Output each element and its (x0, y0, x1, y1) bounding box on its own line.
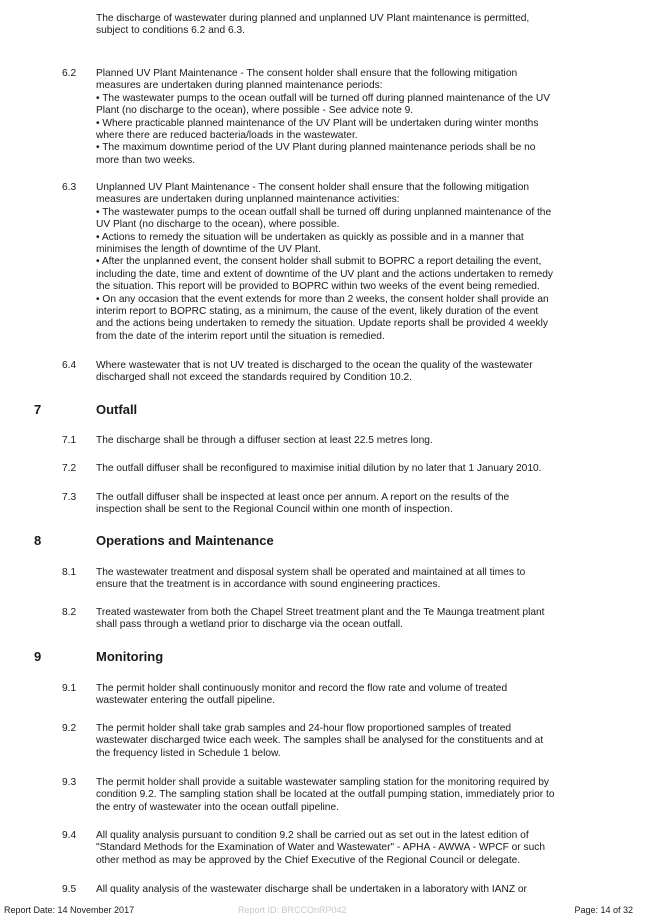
section-number: 9 (34, 649, 42, 664)
text-line: the entry of wastewater into the ocean outfall pipeline. (96, 801, 339, 813)
text-line: Plant (no discharge to the ocean), where possible - See advice note 9. (96, 105, 414, 117)
text-line: • The maximum downtime period of the UV Plant during planned maintenance periods shall be no (96, 142, 536, 154)
text-line: All quality analysis pursuant to condition 9.2 shall be carried out as set out in the latest edition of (96, 830, 529, 841)
section-number: 8 (34, 533, 42, 548)
clause-7-3 (96, 492, 611, 517)
intro-paragraph (96, 13, 611, 38)
text-line: and the actions being undertaken to remedy the situation. Update reports shall be provided 4 weekly (96, 318, 548, 330)
clause-number: 9.2 (62, 723, 77, 734)
clause-number: 8.1 (62, 567, 77, 578)
text-line: • On any occasion that the event extends for more than 2 weeks, the consent holder shall provide an (96, 293, 549, 305)
clause-6-2 (96, 68, 611, 167)
text-line: The permit holder shall take grab samples and 24-hour flow proportioned samples of treated (96, 723, 512, 734)
clause-7-2 (96, 463, 611, 475)
text-line: The outfall diffuser shall be inspected at least once per annum. A report on the results of the (96, 492, 510, 503)
clause-number: 9.1 (62, 683, 77, 694)
text-line: discharged shall not exceed the standards required by Condition 10.2. (96, 372, 413, 384)
text-line: subject to conditions 6.2 and 6.3. (96, 25, 245, 37)
clause-number: 9.4 (62, 830, 77, 841)
text-line: The outfall diffuser shall be reconfigured to maximise initial dilution by no later that 1 January 2010. (96, 463, 542, 474)
text-line: wastewater entering the outfall pipeline. (96, 695, 275, 707)
section-heading-monitoring: Monitoring (96, 649, 164, 664)
clause-6-4 (96, 360, 611, 385)
clause-6-3 (96, 182, 611, 343)
clause-number: 7.1 (62, 435, 77, 446)
text-line: minimises the length of downtime of the UV Plant. (96, 244, 321, 256)
clause-number: 6.2 (62, 68, 77, 79)
text-line: more than two weeks. (96, 154, 196, 166)
clause-9-1 (96, 683, 611, 708)
text-line: the situation. This report will be provided to BOPRC within two weeks of the event being remedied. (96, 281, 540, 293)
clause-7-1 (96, 435, 611, 447)
clause-8-1 (96, 567, 611, 592)
text-line: Unplanned UV Plant Maintenance - The consent holder shall ensure that the following mitigation (96, 182, 530, 193)
section-heading-outfall: Outfall (96, 402, 138, 417)
text-line: wastewater discharged twice each week. The samples shall be analysed for the constituents and at (96, 735, 544, 747)
footer-report-id: Report ID: BRCCOnRP042 (238, 905, 347, 915)
text-line: including the date, time and extent of downtime of the UV plant and the actions undertaken to remedy (96, 268, 554, 280)
text-line: measures are undertaken during unplanned maintenance activities: (96, 194, 400, 206)
clause-number: 9.5 (62, 884, 77, 895)
section-heading-operations: Operations and Maintenance (96, 533, 274, 548)
text-line: The discharge shall be through a diffuser section at least 22.5 metres long. (96, 435, 433, 446)
text-line: The discharge of wastewater during planned and unplanned UV Plant maintenance is permitted, (96, 13, 530, 24)
text-line: Where wastewater that is not UV treated is discharged to the ocean the quality of the wastewater (96, 360, 533, 371)
clause-number: 9.3 (62, 777, 77, 788)
text-line: UV Plant (no discharge to the ocean), where possible. (96, 219, 340, 231)
text-line: • The wastewater pumps to the ocean outfall shall be turned off during unplanned maintenance of the (96, 206, 552, 218)
text-line: "Standard Methods for the Examination of Water and Wastewater" - APHA - AWWA - WPCF or such (96, 842, 546, 854)
section-number: 7 (34, 402, 42, 417)
text-line: where there are reduced bacteria/loads in the wastewater. (96, 130, 358, 142)
text-line: shall pass through a wetland prior to discharge via the ocean outfall. (96, 619, 403, 631)
text-line: The wastewater treatment and disposal system shall be operated and maintained at all times to (96, 567, 526, 578)
clause-number: 6.3 (62, 182, 77, 193)
text-line: from the date of the interim report until the situation is remedied. (96, 330, 385, 342)
clause-number: 8.2 (62, 607, 77, 618)
text-line: condition 9.2. The sampling station shall be located at the outfall pumping station, immediately prior to (96, 789, 555, 801)
clause-number: 7.3 (62, 492, 77, 503)
clause-9-3 (96, 777, 611, 814)
text-line: measures are undertaken during planned maintenance periods: (96, 80, 383, 92)
text-line: Treated wastewater from both the Chapel Street treatment plant and the Te Maunga treatment plant (96, 607, 545, 618)
text-line: • Actions to remedy the situation will be undertaken as quickly as possible and in a manner that (96, 231, 524, 243)
text-line: interim report to BOPRC stating, as a minimum, the cause of the event, likely duration of the event (96, 306, 539, 318)
text-line: ensure that the treatment is in accordance with sound engineering practices. (96, 579, 441, 591)
text-line: the frequency listed in Schedule 1 below. (96, 747, 281, 759)
text-line: • The wastewater pumps to the ocean outfall will be turned off during planned maintenance of the UV (96, 92, 550, 104)
clause-9-2 (96, 723, 611, 760)
text-line: All quality analysis of the wastewater discharge shall be undertaken in a laboratory with IANZ or (96, 884, 527, 895)
footer-page-number: Page: 14 of 32 (574, 905, 633, 915)
text-line: The permit holder shall provide a suitable wastewater sampling station for the monitoring required by (96, 777, 550, 788)
text-line: inspection shall be sent to the Regional Council within one month of inspection. (96, 504, 453, 516)
clause-8-2 (96, 607, 611, 632)
text-line: The permit holder shall continuously monitor and record the flow rate and volume of treated (96, 683, 508, 694)
text-line: other method as may be approved by the Chief Executive of the Regional Council or delegate. (96, 854, 521, 866)
text-line: Planned UV Plant Maintenance - The consent holder shall ensure that the following mitigation (96, 68, 518, 79)
footer-report-date: Report Date: 14 November 2017 (4, 905, 135, 915)
clause-number: 6.4 (62, 360, 77, 371)
clause-9-4 (96, 830, 611, 867)
clause-9-5 (96, 884, 611, 896)
clause-number: 7.2 (62, 463, 77, 474)
text-line: • After the unplanned event, the consent holder shall submit to BOPRC a report detailing the event, (96, 256, 542, 268)
text-line: • Where practicable planned maintenance of the UV Plant will be undertaken during winter months (96, 117, 539, 129)
